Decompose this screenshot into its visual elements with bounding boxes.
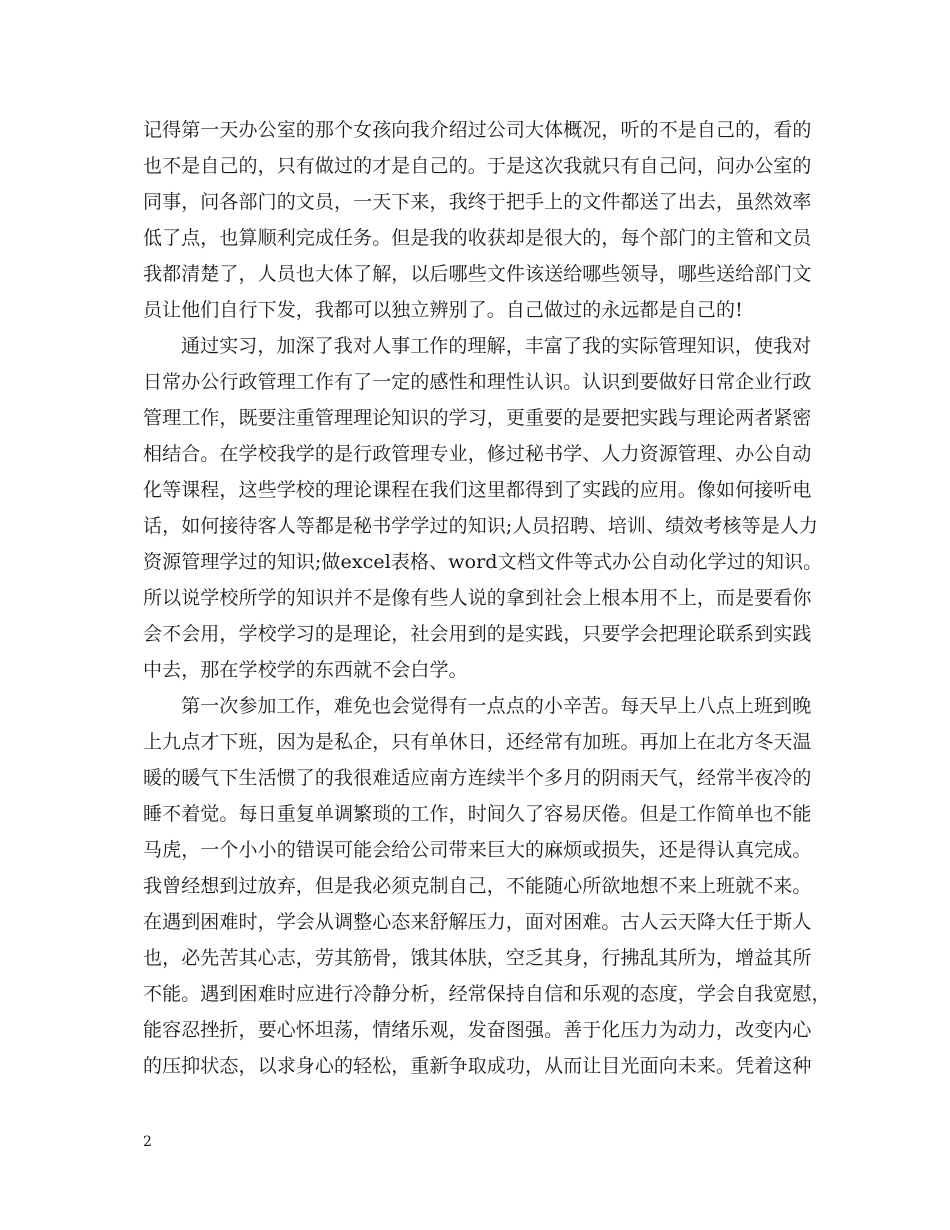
body-text: [143, 112, 831, 1084]
text-line: 相结合。在学校我学的是行政管理专业，修过秘书学、人力资源管理、办公自动: [143, 443, 812, 465]
text-line: 马虎，一个小小的错误可能会给公司带来巨大的麻烦或损失，还是得认真完成。: [143, 839, 812, 861]
text-line: 也，必先苦其心志，劳其筋骨，饿其体肤，空乏其身，行拂乱其所为，增益其所: [143, 947, 812, 969]
text-line: 管理工作，既要注重管理理论知识的学习，更重要的是要把实践与理论两者紧密: [143, 407, 812, 429]
text-line: 所以说学校所学的知识并不是像有些人说的拿到社会上根本用不上，而是要看你: [143, 587, 812, 609]
text-line: 员让他们自行下发，我都可以独立辨别了。自己做过的永远都是自己的!: [143, 299, 743, 321]
text-line: 我曾经想到过放弃，但是我必须克制自己，不能随心所欲地想不来上班就不来。: [143, 875, 812, 897]
text-line: 资源管理学过的知识;做excel表格、word文档文件等式办公自动化学过的知识。: [143, 551, 823, 573]
paragraph-first-line: 通过实习，加深了我对人事工作的理解，丰富了我的实际管理知识，使我对: [181, 335, 812, 357]
text-line: 暖的暖气下生活惯了的我很难适应南方连续半个多月的阴雨天气，经常半夜冷的: [143, 767, 812, 789]
text-line: 化等课程，这些学校的理论课程在我们这里都得到了实践的应用。像如何接听电: [143, 479, 812, 501]
paragraph-first-line: 第一次参加工作，难免也会觉得有一点点的小辛苦。每天早上八点上班到晚: [181, 695, 812, 717]
text-line: 能容忍挫折，要心怀坦荡，情绪乐观，发奋图强。善于化压力为动力，改变内心: [143, 1019, 812, 1041]
text-line: 我都清楚了，人员也大体了解，以后哪些文件该送给哪些领导，哪些送给部门文: [143, 263, 812, 285]
page-number: 2: [143, 1134, 152, 1150]
text-line: 会不会用，学校学习的是理论，社会用到的是实践，只要学会把理论联系到实践: [143, 623, 812, 645]
text-line: 低了点，也算顺利完成任务。但是我的收获却是很大的，每个部门的主管和文员: [143, 227, 812, 249]
text-line: 睡不着觉。每日重复单调繁琐的工作，时间久了容易厌倦。但是工作简单也不能: [143, 803, 812, 825]
text-line: 也不是自己的，只有做过的才是自己的。于是这次我就只有自己问，问办公室的: [143, 155, 812, 177]
text-line: 同事，问各部门的文员，一天下来，我终于把手上的文件都送了出去，虽然效率: [143, 191, 812, 213]
text-line: 记得第一天办公室的那个女孩向我介绍过公司大体概况，听的不是自己的，看的: [143, 119, 812, 141]
text-line: 中去，那在学校学的东西就不会白学。: [143, 659, 468, 681]
text-line: 的压抑状态，以求身心的轻松，重新争取成功，从而让目光面向未来。凭着这种: [143, 1055, 812, 1077]
text-line: 不能。遇到困难时应进行冷静分析，经常保持自信和乐观的态度，学会自我宽慰，: [143, 983, 831, 1005]
text-line: 日常办公行政管理工作有了一定的感性和理性认识。认识到要做好日常企业行政: [143, 371, 812, 393]
text-line: 上九点才下班，因为是私企，只有单休日，还经常有加班。再加上在北方冬天温: [143, 731, 812, 753]
text-line: 在遇到困难时，学会从调整心态来舒解压力，面对困难。古人云天降大任于斯人: [143, 911, 812, 933]
text-line: 话，如何接待客人等都是秘书学学过的知识;人员招聘、培训、绩效考核等是人力: [143, 515, 819, 537]
